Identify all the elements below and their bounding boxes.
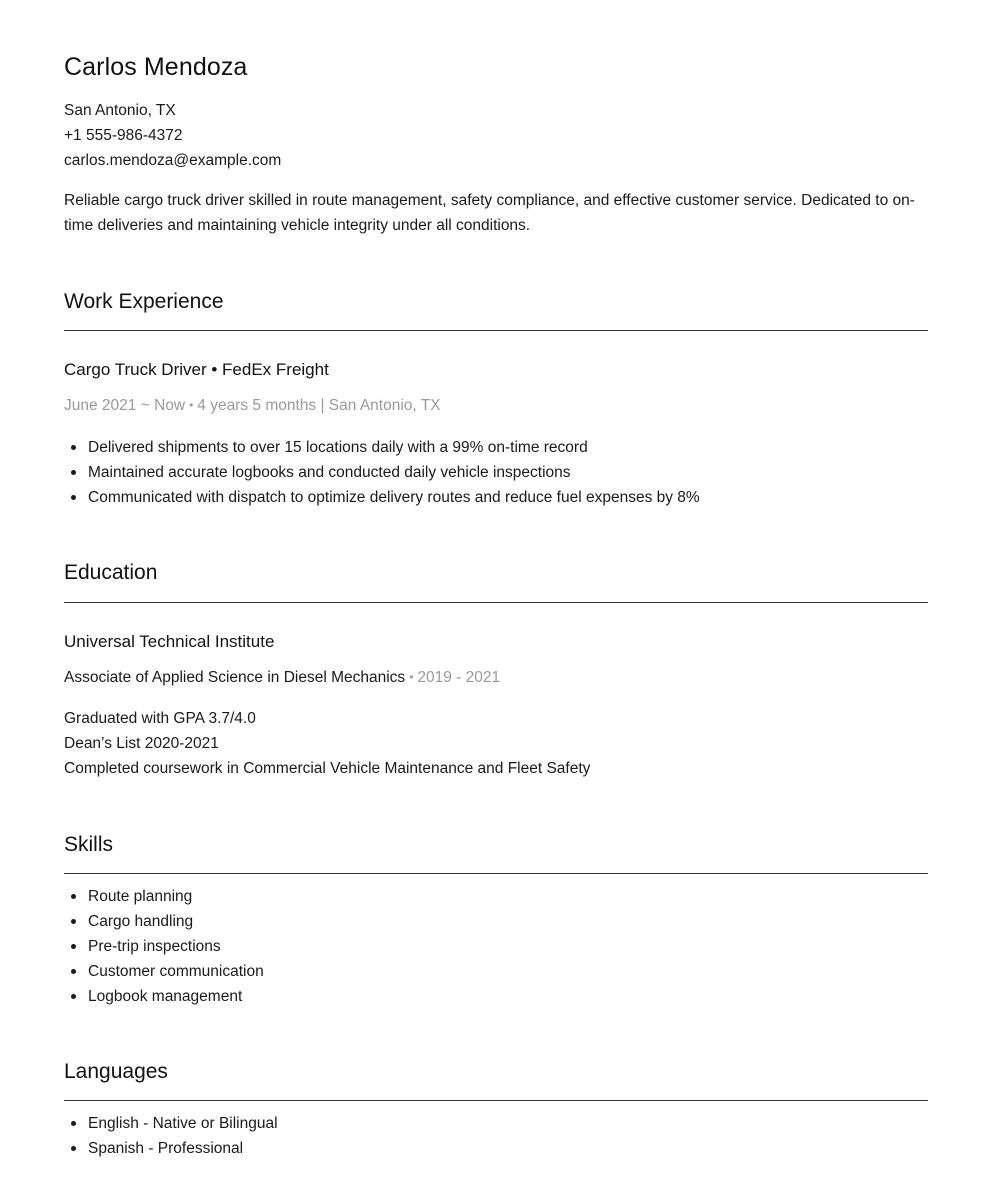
phone: +1 555-986-4372 xyxy=(64,127,183,144)
email: carlos.mendoza@example.com xyxy=(64,152,282,169)
location: San Antonio, TX xyxy=(64,102,176,119)
candidate-name: Carlos Mendoza xyxy=(64,53,248,81)
languages-heading: Languages xyxy=(64,1060,168,1083)
degree: Associate of Applied Science in Diesel Mechanics xyxy=(64,669,406,686)
skill-item: Logbook management xyxy=(64,984,264,1009)
work-experience-divider xyxy=(64,330,928,331)
skill-item: Pre-trip inspections xyxy=(64,934,264,959)
education-detail: Completed coursework in Commercial Vehicle Maintenance and Fleet Safety xyxy=(64,760,591,777)
degree-meta xyxy=(64,669,500,687)
languages-divider xyxy=(64,1100,928,1101)
education-heading: Education xyxy=(64,561,158,584)
education-detail: Graduated with GPA 3.7/4.0 xyxy=(64,710,256,727)
work-experience-heading: Work Experience xyxy=(64,290,224,313)
job-title: Cargo Truck Driver • FedEx Freight xyxy=(64,360,329,379)
degree-years: 2019 - 2021 xyxy=(417,669,501,686)
education-detail: Dean’s List 2020-2021 xyxy=(64,735,219,752)
language-item: English - Native or Bilingual xyxy=(64,1111,278,1136)
list-item: Maintained accurate logbooks and conducted daily vehicle inspections xyxy=(64,460,700,485)
summary: Reliable cargo truck driver skilled in route management, safety compliance, and effective customer service. Dedicated to on-time deliveries and maintaining vehicle integrity under all conditions. xyxy=(64,192,915,234)
meta-separator: • xyxy=(409,670,414,684)
meta-separator: • xyxy=(189,398,194,412)
languages-list xyxy=(64,1111,278,1161)
job-duration-location: 4 years 5 months | San Antonio, TX xyxy=(197,397,441,414)
contact-info xyxy=(64,98,281,173)
list-item: Delivered shipments to over 15 locations daily with a 99% on-time record xyxy=(64,435,700,460)
skill-item: Customer communication xyxy=(64,959,264,984)
school-name: Universal Technical Institute xyxy=(64,632,275,651)
list-item: Communicated with dispatch to optimize delivery routes and reduce fuel expenses by 8% xyxy=(64,485,700,510)
language-item: Spanish - Professional xyxy=(64,1136,278,1161)
skills-divider xyxy=(64,873,928,874)
education-details xyxy=(64,706,590,781)
job-dates: June 2021 ~ Now xyxy=(64,397,186,414)
skill-item: Cargo handling xyxy=(64,909,264,934)
skills-list xyxy=(64,884,264,1009)
skills-heading: Skills xyxy=(64,833,114,856)
education-divider xyxy=(64,602,928,603)
skill-item: Route planning xyxy=(64,884,264,909)
job-bullets xyxy=(64,435,700,510)
job-meta xyxy=(64,397,441,415)
